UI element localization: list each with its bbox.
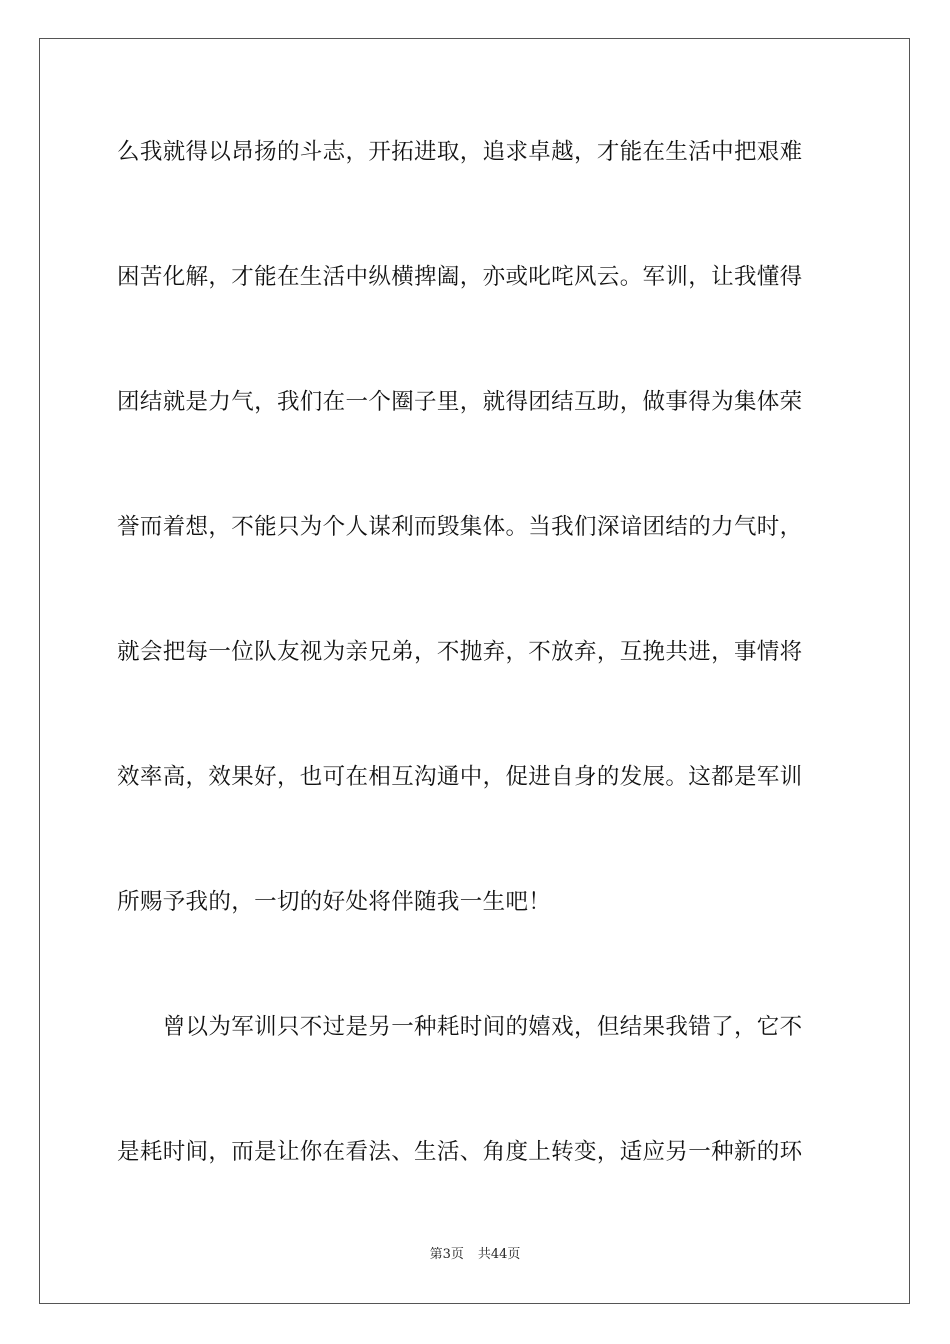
page-frame <box>39 38 910 1304</box>
paragraph-line: 所赐予我的，一切的好处将伴随我一生吧！ <box>117 889 552 915</box>
paragraph-line: 誉而着想，不能只为个人谋利而毁集体。当我们深谙团结的力气时， <box>117 514 803 540</box>
paragraph-line: 曾以为军训只不过是另一种耗时间的嬉戏，但结果我错了，它不 <box>117 1014 803 1040</box>
paragraph-line: 效率高，效果好，也可在相互沟通中，促进自身的发展。这都是军训 <box>117 764 803 790</box>
paragraph-line: 是耗时间，而是让你在看法、生活、角度上转变，适应另一种新的环 <box>117 1139 803 1165</box>
paragraph-line: 么我就得以昂扬的斗志，开拓进取，追求卓越，才能在生活中把艰难 <box>117 139 803 165</box>
page-footer <box>0 1246 950 1264</box>
paragraph-line: 困苦化解，才能在生活中纵横捭阖，亦或叱咤风云。军训，让我懂得 <box>117 264 803 290</box>
paragraph-line: 团结就是力气，我们在一个圈子里，就得团结互助，做事得为集体荣 <box>117 389 803 415</box>
paragraph-line: 就会把每一位队友视为亲兄弟，不抛弃，不放弃，互挽共进，事情将 <box>117 639 803 665</box>
page-number: 第3页 <box>429 1247 464 1262</box>
page-total: 共44页 <box>477 1247 521 1262</box>
